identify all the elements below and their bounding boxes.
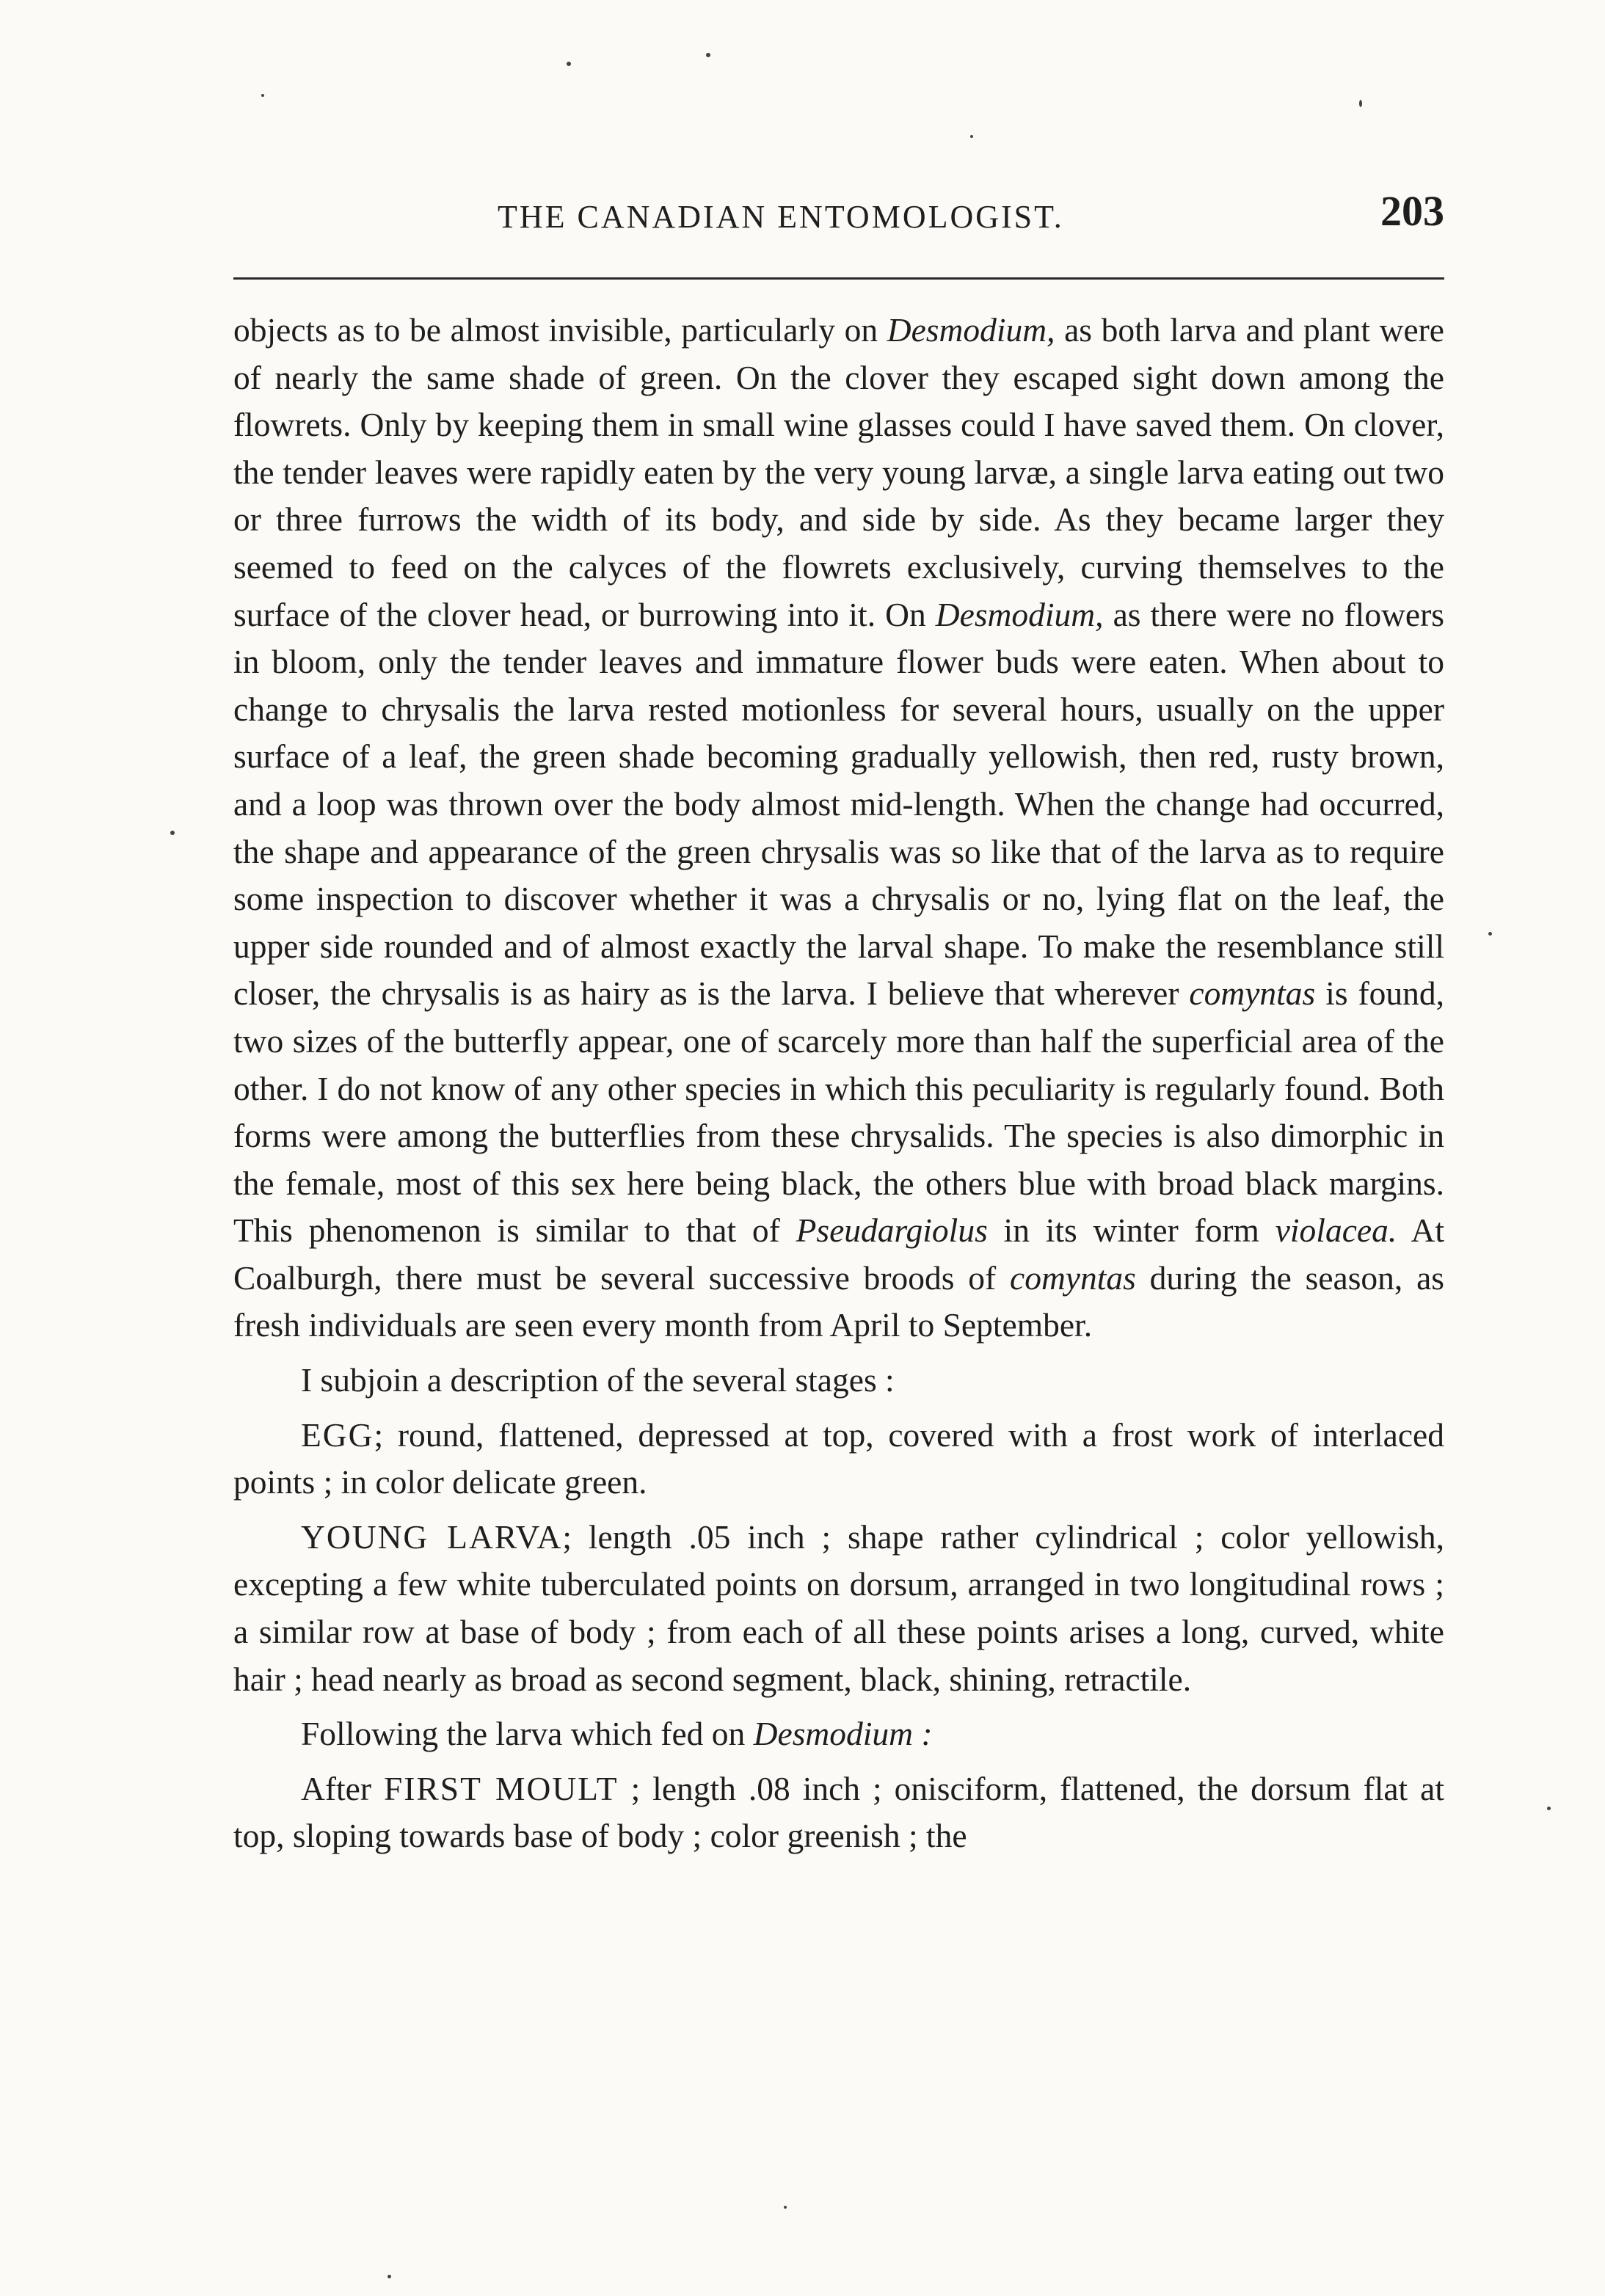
paragraph-egg: EGG; round, flattened, depressed at top, covered with a frost work of interlaced points ; in color delicate green.: [233, 1415, 1444, 1501]
stage-label: YOUNG LARVA: [301, 1517, 563, 1556]
running-head: [233, 187, 1444, 251]
scan-speck: [706, 53, 710, 57]
stage-label: FIRST MOULT: [383, 1769, 619, 1807]
body-text: [233, 307, 1444, 1860]
scan-speck: [1359, 100, 1362, 107]
species-name: Desmodium,: [935, 595, 1104, 633]
scan-speck: [261, 94, 264, 97]
journal-title: THE CANADIAN ENTOMOLOGIST.: [498, 199, 1064, 235]
scan-speck: [970, 135, 973, 138]
species-name: comyntas: [1189, 974, 1316, 1013]
page-number: 203: [1380, 187, 1444, 235]
scan-speck: [1488, 932, 1492, 936]
species-name: violacea.: [1275, 1211, 1397, 1250]
paragraph-subjoin: I subjoin a description of the several stages :: [301, 1361, 895, 1399]
paragraph-following: Following the larva which fed on Desmodium :: [301, 1715, 933, 1753]
species-name: Pseudargiolus: [796, 1211, 988, 1250]
header-rule: [233, 277, 1444, 280]
scan-speck: [1547, 1807, 1551, 1810]
scan-speck: [784, 2206, 787, 2209]
stage-label: EGG: [301, 1415, 374, 1454]
paragraph-observations: objects as to be almost invisible, particularly on Desmodium, as both larva and plant were of nearly the same shade of green. On the clover they escaped sight down among the flowrets. Only by keeping them in small wine glasses could I have saved them. On clover, the tender leaves were rapidly eaten by the very young larvæ, a single larva eating out two or three furrows the width of its body, and side by side. As they became larger they seemed to feed on the calyces of the flowrets exclusively, curving themselves to the surface of the clover head, or burrowing into it. On Desmodium, as there were no flowers in bloom, only the tender leaves and immature flower buds were eaten. When about to change to chrysalis the larva rested motionless for several hours, usually on the upper surface of a leaf, the green shade becoming gradually yellowish, then red, rusty brown, and a loop was thrown over the body almost mid-length. When the change had occurred, the shape and appearance of the green chrysalis was so like that of the larva as to require some inspection to discover whether it was a chrysalis or no, lying flat on the leaf, the upper side rounded and of almost exactly the larval shape. To make the resemblance still closer, the chrysalis is as hairy as is the larva. I believe that wherever comyntas is found, two sizes of the butterfly appear, one of scarcely more than half the superficial area of the other. I do not know of any other species in which this peculiarity is regularly found. Both forms were among the butterflies from these chrysalids. The species is also dimorphic in the female, most of this sex here being black, the others blue with broad black margins. This phenomenon is similar to that of Pseudargiolus in its winter form violacea. At Coalburgh, there must be several successive broods of comyntas during the season, as fresh individuals are seen every month from April to September.: [233, 311, 1444, 1344]
scan-speck: [387, 2275, 391, 2278]
species-name: comyntas: [1010, 1258, 1136, 1297]
species-name: Desmodium :: [753, 1715, 933, 1753]
paragraph-first-moult: After FIRST MOULT ; length .08 inch ; onisciform, flattened, the dorsum flat at top, sloping towards base of body ; color greenish ; the: [233, 1769, 1445, 1855]
paragraph-young-larva: YOUNG LARVA; length .05 inch ; shape rather cylindrical ; color yellowish, excepting a few white tuberculated points on dorsum, arranged in two longitudinal rows ; a similar row at base of body ; from each of all these points arises a long, curved, white hair ; head nearly as broad as second segment, black, shining, retractile.: [233, 1517, 1444, 1698]
scan-speck: [170, 831, 175, 835]
species-name: Desmodium,: [887, 311, 1055, 349]
scan-speck: [567, 62, 571, 66]
